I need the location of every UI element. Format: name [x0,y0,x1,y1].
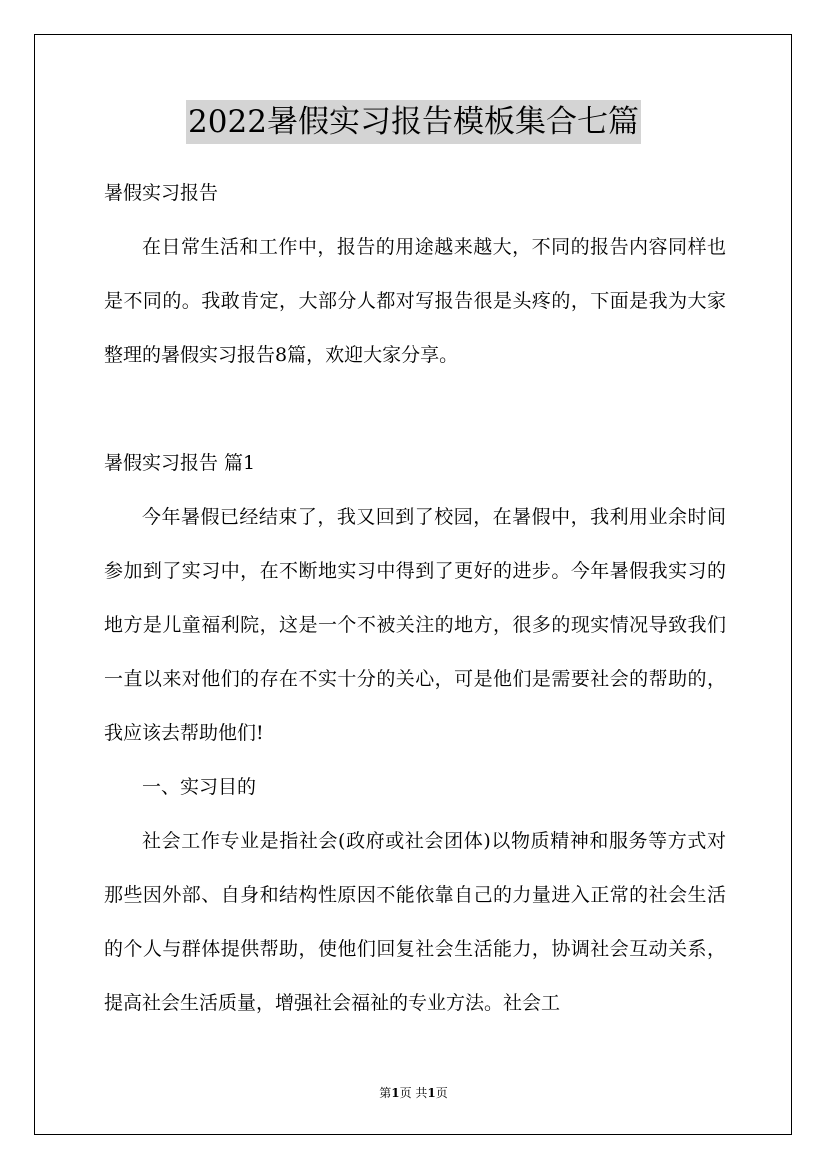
document-title-container [0,100,827,144]
section1-paragraph2: 社会工作专业是指社会(政府或社会团体)以物质精神和服务等方式对那些因外部、自身和结构性原因不能依靠自己的力量进入正常的社会生活的个人与群体提供帮助，使他们回复社会生活能力，协调社会互动关系，提高社会生活质量，增强社会福祉的专业方法。社会工 [104,830,726,1014]
footer-suffix: 页 [435,1086,448,1100]
paragraph-gap [104,382,726,436]
footer-mid: 页 共 [399,1086,428,1100]
intro-heading: 暑假实习报告 [104,182,219,204]
footer-prefix: 第 [379,1086,392,1100]
document-title: 2022暑假实习报告模板集合七篇 [186,100,641,144]
section1-paragraph: 今年暑假已经结束了，我又回到了校园，在暑假中，我利用业余时间参加到了实习中，在不断地实习中得到了更好的进步。今年暑假我实习的地方是儿童福利院，这是一个不被关注的地方，很多的现实情况导致我们一直以来对他们的存在不实十分的关心，可是他们是需要社会的帮助的，我应该去帮助他们! [104,506,726,744]
footer-page-number: 1 [391,1086,400,1100]
subheading-purpose: 一、实习目的 [142,776,257,798]
page-footer [0,1084,827,1101]
intro-paragraph: 在日常生活和工作中，报告的用途越来越大，不同的报告内容同样也是不同的。我敢肯定，大部分人都对写报告很是头疼的，下面是我为大家整理的暑假实习报告8篇，欢迎大家分享。 [104,236,726,366]
footer-page-total: 1 [427,1086,436,1100]
document-body [104,166,726,1030]
section1-heading: 暑假实习报告 篇1 [104,452,256,474]
